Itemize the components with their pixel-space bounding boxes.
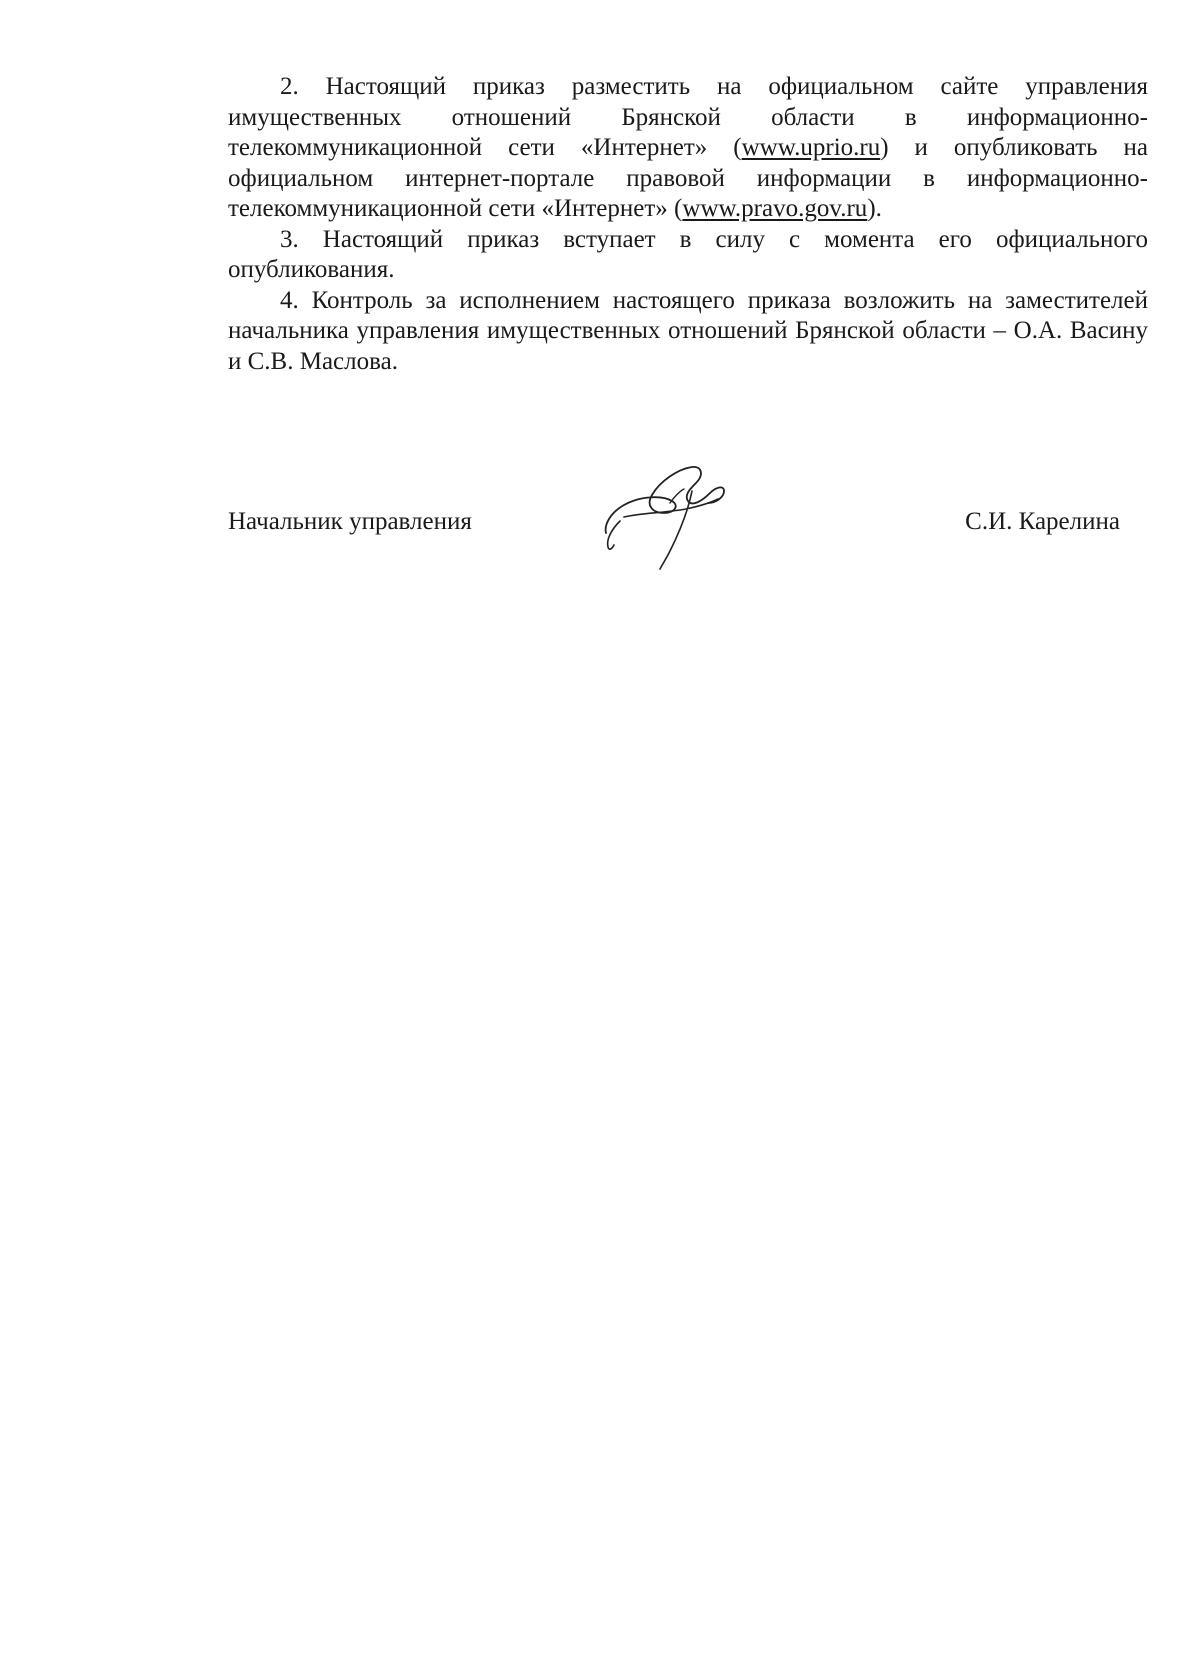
paragraph-text: Настоящий приказ вступает в силу с момента его официального опубликования.: [228, 225, 1148, 283]
signatory-name: С.И. Карелина: [965, 508, 1120, 535]
paragraph-text: Контроль за исполнением настоящего приказа возложить на заместителей начальника управления имущественных отношений Брянской области – О.А. Васину и С.В. Маслова.: [228, 286, 1148, 375]
paragraph-number: 2.: [280, 73, 299, 100]
paragraph-4: [228, 286, 1148, 378]
paragraph-number: 3.: [280, 225, 299, 253]
handwritten-signature: [600, 455, 760, 575]
paragraph-2: [228, 72, 1148, 225]
signatory-title: Начальник управления: [228, 508, 472, 535]
document-body: [228, 72, 1148, 377]
signature-icon: [600, 455, 760, 575]
pravo-gov-link[interactable]: www.pravo.gov.ru: [682, 195, 868, 222]
paragraph-number: 4.: [280, 286, 299, 314]
paragraph-text: ) и опубликовать на официальном интернет-портале правовой информации в информационно-телекоммуникационной сети «Интернет» (: [228, 134, 1148, 222]
paragraph-text: ).: [867, 195, 882, 222]
paragraph-3: [228, 225, 1148, 286]
paragraph-text: Настоящий приказ разместить на официальном сайте управления имущественных отношений Брянской области в информационно-телекоммуникационной сети «Интернет» (: [228, 73, 1148, 161]
uprio-link[interactable]: www.uprio.ru: [741, 134, 881, 161]
